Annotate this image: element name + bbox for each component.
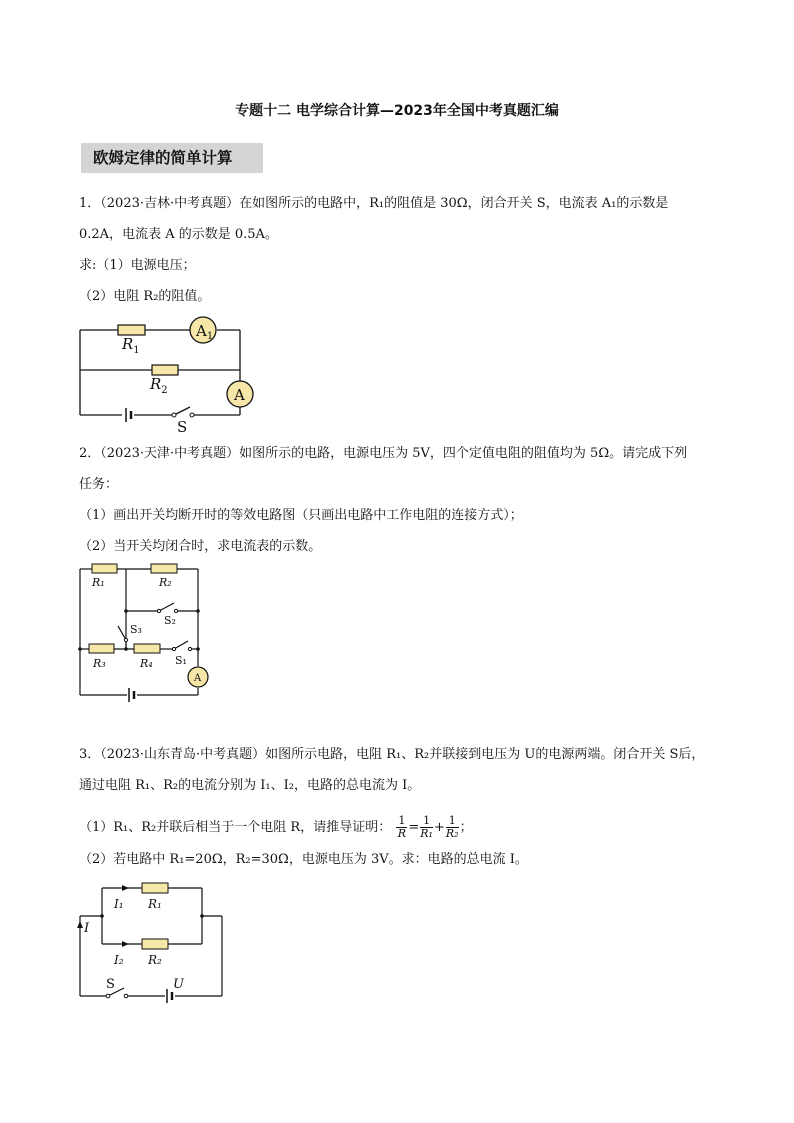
- document-title: 专题十二 电学综合计算—2023年全国中考真题汇编: [235, 103, 559, 119]
- q3-r2-resistor: [142, 939, 168, 949]
- svg-text:R2: [149, 375, 168, 396]
- q3-i2-label: I₂: [114, 953, 124, 967]
- q3-circuit-diagram: [70, 876, 235, 1006]
- q1-a1-sub: 1: [206, 331, 214, 342]
- q2-r4-resistor: [134, 644, 160, 653]
- q3-line-2: 通过电阻 R₁、R₂的电流分别为 I₁、I₂，电路的总电流为 I。: [79, 778, 421, 793]
- q1-line-3: 求:（1）电源电压；: [79, 258, 196, 273]
- q1-a1-label: A: [196, 322, 207, 340]
- q3-line-1: 3．（2023·山东青岛·中考真题）如图所示电路，电阻 R₁、R₂并联接到电压为 U的电源两端。闭合开关 S后，: [79, 747, 705, 762]
- q3-line-3-row: [79, 815, 473, 840]
- q1-r1-sub: 1: [133, 345, 140, 356]
- q3-r1-resistor: [142, 883, 168, 893]
- q1-r2-label: R: [150, 375, 162, 393]
- q2-r1-resistor: [92, 564, 117, 573]
- q3-r1-label: R₁: [148, 897, 162, 911]
- q3-line-4: （2）若电路中 R₁=20Ω，R₂=30Ω，电源电压为 3V。求：电路的总电流 I。: [79, 852, 528, 867]
- q2-line-1: 2．（2023·天津·中考真题）如图所示的电路，电源电压为 5V，四个定值电阻的阻值均为 5Ω。请完成下列: [79, 446, 688, 461]
- q3-u-label: U: [173, 977, 184, 992]
- q2-r2-label: R₂: [159, 576, 172, 589]
- q3-i-label: I: [84, 921, 90, 936]
- q1-circuit-diagram: [70, 312, 260, 437]
- q2-r2-resistor: [151, 564, 177, 573]
- q3-eq-term-1: $\frac{1}{\text{R₁}}$: [420, 814, 433, 840]
- q3-eq-plus: +: [433, 820, 445, 835]
- q3-eq-equals: =: [408, 820, 420, 835]
- q2-line-2: 任务：: [79, 477, 119, 492]
- q2-line-4: （2）当开关均闭合时，求电流表的示数。: [79, 539, 322, 554]
- q1-r1-resistor: [118, 325, 145, 335]
- q2-s1-label: S₁: [175, 654, 187, 667]
- q1-s-label: S: [177, 418, 188, 436]
- q2-r3-resistor: [89, 644, 114, 653]
- q2-r3-label: R₃: [93, 657, 106, 670]
- q1-r1-label: R: [122, 335, 134, 353]
- q3-eq-term-2: $\frac{1}{\text{R₂}}$: [445, 814, 459, 840]
- q2-circuit-diagram: [70, 560, 220, 705]
- q3-s-label: S: [106, 977, 115, 992]
- q2-s3-label: S₃: [130, 623, 142, 636]
- q1-r2-sub: 2: [161, 385, 168, 396]
- q2-s2-label: S₂: [164, 614, 176, 627]
- q1-r2-resistor: [152, 365, 178, 375]
- q3-r2-label: R₂: [148, 953, 162, 967]
- q1-line-2: 0.2A，电流表 A 的示数是 0.5A。: [79, 227, 278, 242]
- q2-r4-label: R₄: [140, 657, 153, 670]
- section-heading: 欧姆定律的简单计算: [81, 143, 263, 173]
- q2-a-label: A: [194, 673, 202, 684]
- q1-a-label: A: [234, 386, 245, 404]
- q2-line-3: （1）画出开关均断开时的等效电路图（只画出电路中工作电阻的连接方式）；: [79, 508, 523, 523]
- svg-text:R1: [121, 335, 140, 356]
- q3-eq-lhs: $\frac{1}{R}$: [397, 814, 406, 840]
- q1-line-1: 1．（2023·吉林·中考真题）在如图所示的电路中，R₁的阻值是 30Ω，闭合开关 S，电流表 A₁的示数是: [79, 196, 669, 211]
- q2-r1-label: R₁: [92, 576, 105, 589]
- q3-eq-end: ；: [459, 820, 473, 835]
- q3-line-3: （1）R₁、R₂并联后相当于一个电阻 R，请推导证明：: [79, 820, 392, 835]
- q1-line-4: （2）电阻 R₂的阻值。: [79, 289, 211, 304]
- q3-i1-label: I₁: [114, 897, 124, 911]
